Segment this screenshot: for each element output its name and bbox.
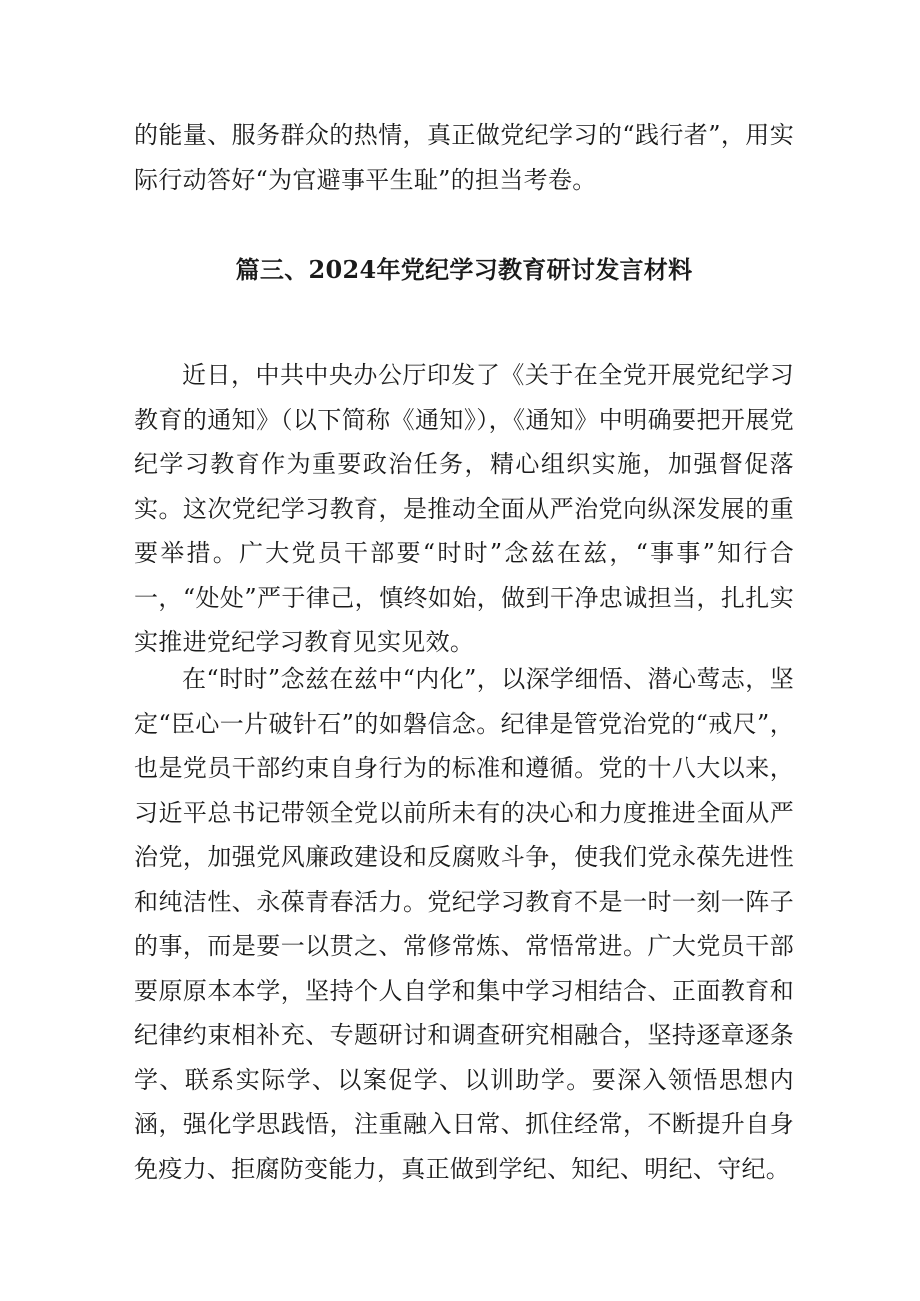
section-title: 篇三、2024年党纪学习教育研讨发言材料 <box>235 255 693 284</box>
continuation-paragraph: 的能量、服务群众的热情，真正做党纪学习的“践行者”，用实际行动答好“为官避事平生耻”的担当考卷。 <box>134 121 794 194</box>
body-paragraph-1: 近日，中共中央办公厅印发了《关于在全党开展党纪学习教育的通知》（以下简称《通知》），《通知》中明确要把开展党纪学习教育作为重要政治任务，精心组织实施，加强督促落实。这次党纪学习教育，是推动全面从严治党向纵深发展的重要举措。广大党员干部要“时时”念兹在兹，“事事”知行合一，“处处”严于律己，慎终如始，做到干净忠诚担当，扎扎实实推进党纪学习教育见实见效。 <box>134 361 794 656</box>
body-paragraph-2: 在“时时”念兹在兹中“内化”，以深学细悟、潜心莺志，坚定“臣心一片破针石”的如磐信念。纪律是管党治党的“戒尺”，也是党员干部约束自身行为的标准和遵循。党的十八大以来，习近平总书记带领全党以前所未有的决心和力度推进全面从严治党，加强党风廉政建设和反腐败斗争，使我们党永葆先进性和纯洁性、永葆青春活力。党纪学习教育不是一时一刻一阵子的事，而是要一以贯之、常修常炼、常悟常进。广大党员干部要原原本本学，坚持个人自学和集中学习相结合、正面教育和纪律约束相补充、专题研讨和调查研究相融合，坚持逐章逐条学、联系实际学、以案促学、以训助学。要深入领悟思想内涵，强化学思践悟，注重融入日常、抓住经常，不断提升自身免疫力、拒腐防变能力，真正做到学纪、知纪、明纪、守纪。 <box>134 665 794 1183</box>
